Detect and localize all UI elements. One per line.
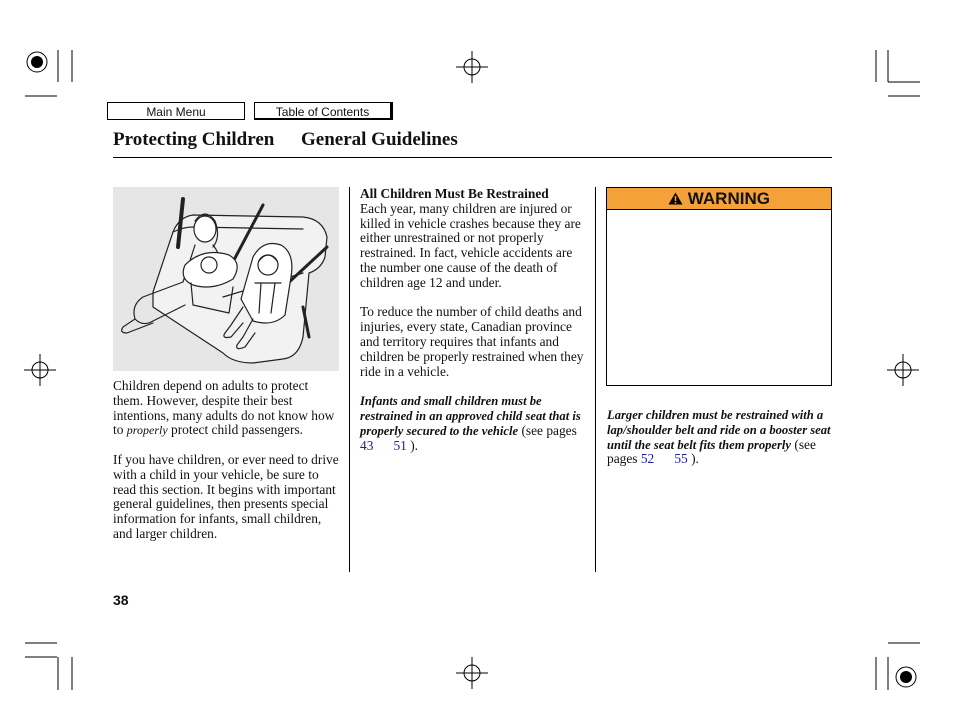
law-paragraph: To reduce the number of child deaths and injuries, every state, Canadian province and territory requires that infants and children be properly restrained when they ride in a vehicle. — [360, 304, 584, 379]
intro-text: Children depend on adults to protect them. However, despite their best intentions, many adults do not know how to — [113, 378, 335, 438]
topic-title: General Guidelines — [301, 129, 458, 150]
page-link-43[interactable]: 43 — [360, 437, 374, 453]
main-menu-button[interactable]: Main Menu — [107, 102, 245, 120]
page-link-55[interactable]: 55 — [674, 451, 688, 467]
emphasis-text: properly — [126, 423, 168, 438]
header-divider — [113, 157, 832, 158]
section-heading: All Children Must Be Restrained — [360, 186, 549, 201]
warning-triangle-icon — [668, 189, 688, 208]
infant-paragraph — [360, 394, 588, 453]
warning-box — [606, 187, 832, 386]
warning-label: WARNING — [687, 189, 770, 208]
larger-children-rule: Larger children must be restrained with a lap/shoulder belt and ride on a booster seat until the seat belt fits them properly — [607, 408, 831, 452]
see-pages-text: (see pages — [518, 422, 577, 438]
larger-children-paragraph — [607, 408, 832, 467]
column-divider — [349, 187, 350, 572]
page-link-52[interactable]: 52 — [640, 451, 655, 467]
page-title — [113, 129, 458, 151]
see-pages-text: (see pages — [607, 436, 816, 467]
intro-text-end: protect child passengers. — [167, 422, 304, 438]
column-divider — [595, 187, 596, 572]
see-pages-end: ). — [406, 437, 419, 453]
see-pages-end: ). — [687, 451, 699, 467]
warning-header — [607, 188, 831, 210]
intro-paragraph — [113, 379, 341, 438]
intro-column — [113, 379, 341, 557]
larger-children-column — [607, 408, 832, 482]
page-link-51[interactable]: 51 — [393, 437, 407, 453]
table-of-contents-button[interactable]: Table of Contents — [254, 102, 393, 120]
restraint-column — [360, 187, 588, 468]
section-title: Protecting Children — [113, 129, 275, 150]
guidance-paragraph: If you have children, or ever need to drive with a child in your vehicle, be sure to read this section. It begins with important general guidelines, then presents special information for infants, small children, and larger children. — [113, 451, 339, 541]
child-seat-illustration — [113, 187, 339, 371]
infant-rule: Infants and small children must be restrained in an approved child seat that is properly secured to the vehicle — [360, 394, 581, 438]
page-number: 38 — [113, 592, 129, 608]
statistics-paragraph: Each year, many children are injured or killed in vehicle crashes because they are either unrestrained or not properly restrained. In fact, vehicle accidents are the number one cause of the death of children age 12 and under. — [360, 200, 581, 290]
